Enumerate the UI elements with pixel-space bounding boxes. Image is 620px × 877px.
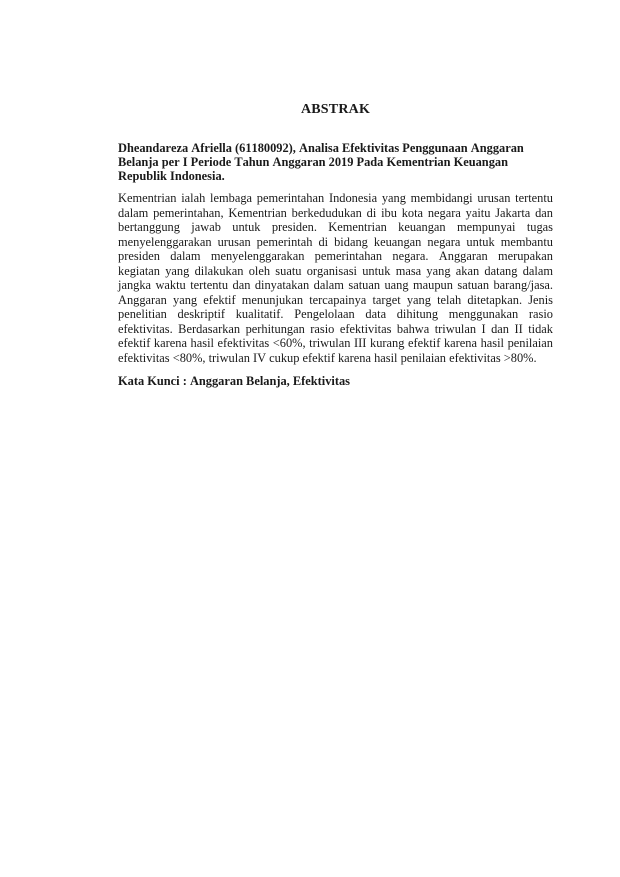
- keywords-line: [118, 374, 553, 388]
- abstract-title: ABSTRAK: [300, 102, 371, 117]
- keywords-label: Kata Kunci :: [118, 374, 187, 388]
- abstract-citation: Dheandareza Afriella (61180092), Analisa Efektivitas Penggunaan Anggaran Belanja per I Periode Tahun Anggaran 2019 Pada Kementrian Keuangan Republik Indonesia.: [118, 141, 524, 183]
- keywords-value: Anggaran Belanja, Efektivitas: [189, 374, 351, 388]
- abstract-body: Kementrian ialah lembaga pemerintahan Indonesia yang membidangi urusan tertentu dalam pemerintahan, Kementrian berkedudukan di ibu kota negara yaitu Jakarta dan bertanggung jawab untuk presiden. Kementrian keuangan mempunyai tugas menyelenggarakan urusan pemerintah di bidang keuangan negara untuk membantu presiden dalam menyelenggarakan pemerintahan negara. Anggaran merupakan kegiatan yang dilakukan oleh suatu organisasi untuk masa yang akan datang dalam jangka waktu tertentu dan dinyatakan dalam satuan uang maupun satuan barang/jasa. Anggaran yang efektif menunjukan tercapainya target yang telah ditetapkan. Jenis penelitian deskriptif kualitatif. Pengelolaan data dihitung menggunakan rasio efektivitas. Berdasarkan perhitungan rasio efektivitas bahwa triwulan I dan II tidak efektif karena hasil efektivitas <60%, triwulan III kurang efektif karena hasil penilaian efektivitas <80%, triwulan IV cukup efektif karena hasil penilaian efektivitas >80%.: [118, 191, 553, 365]
